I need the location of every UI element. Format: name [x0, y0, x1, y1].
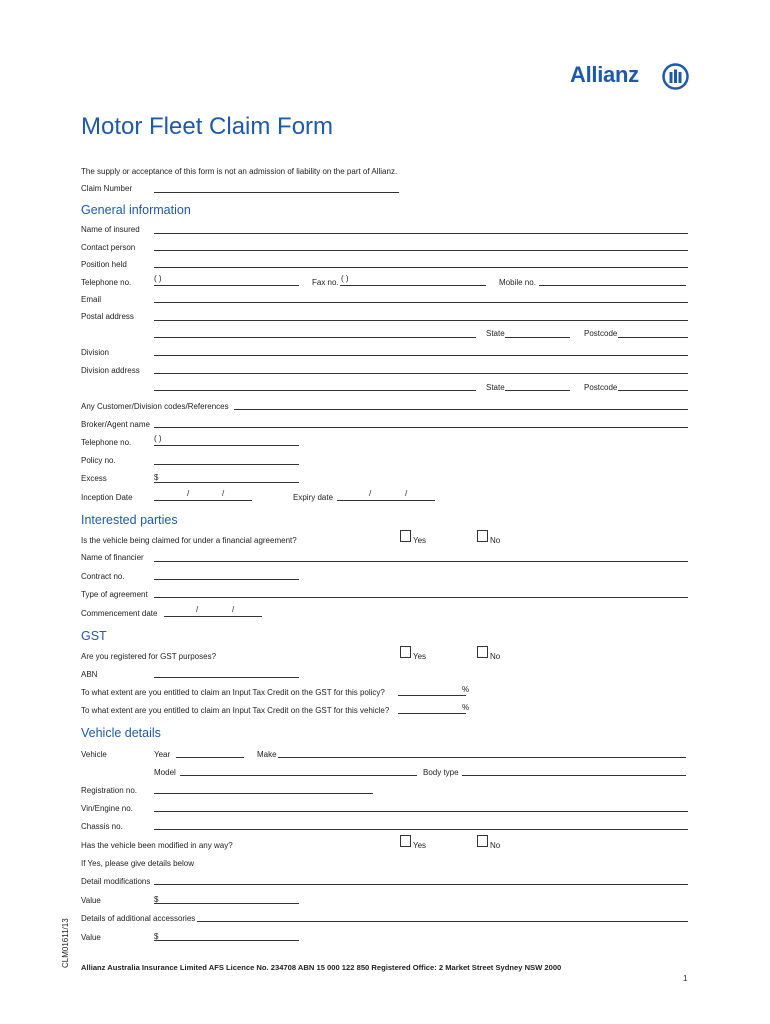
- page-number: 1: [683, 974, 688, 983]
- financier-label: Name of financier: [81, 553, 144, 562]
- modified-yes-label: Yes: [413, 841, 427, 850]
- broker-telephone-field[interactable]: [154, 445, 299, 446]
- section-heading-general: General information: [81, 203, 191, 217]
- itc-policy-field[interactable]: [398, 695, 466, 696]
- itc-vehicle-field[interactable]: [398, 713, 466, 714]
- telephone-field[interactable]: [154, 285, 299, 286]
- disclaimer: The supply or acceptance of this form is not an admission of liability on the part of Allianz.: [81, 167, 398, 176]
- brand-name: Allianz: [570, 62, 639, 87]
- excess-field[interactable]: [154, 482, 299, 483]
- postal-postcode-label: Postcode: [584, 329, 618, 338]
- form-title: Motor Fleet Claim Form: [81, 113, 334, 140]
- expiry-date-slash-1: /: [369, 489, 372, 498]
- claim-number-field[interactable]: [154, 192, 399, 193]
- itc-vehicle-percent: %: [462, 703, 470, 712]
- accessories-label: Details of additional accessories: [81, 914, 196, 923]
- mobile-label: Mobile no.: [499, 278, 536, 287]
- chassis-field[interactable]: [154, 829, 688, 830]
- company-footer: Allianz Australia Insurance Limited AFS Licence No. 234708 ABN 15 000 122 850 Registered Office: 2 Market Street Sydney NSW 2000: [81, 963, 562, 972]
- commencement-date-slash-2: /: [232, 605, 235, 614]
- modified-no-label: No: [490, 841, 501, 850]
- section-heading-vehicle: Vehicle details: [81, 726, 161, 740]
- if-yes-instruction: If Yes, please give details below: [81, 859, 194, 868]
- postal-address-label: Postal address: [81, 312, 134, 321]
- itc-vehicle-question: To what extent are you entitled to claim an Input Tax Credit on the GST for this vehicle?: [81, 706, 390, 715]
- section-heading-interested: Interested parties: [81, 513, 178, 527]
- division-label: Division: [81, 348, 110, 357]
- financial-agreement-yes-label: Yes: [413, 536, 427, 545]
- modified-yes-checkbox[interactable]: [400, 835, 411, 847]
- itc-policy-question: To what extent are you entitled to claim an Input Tax Credit on the GST for this policy?: [81, 688, 385, 697]
- modifications-value-dollar-sign: $: [154, 895, 159, 904]
- claim-number-label: Claim Number: [81, 184, 133, 193]
- vin-label: Vin/Engine no.: [81, 804, 133, 813]
- gst-no-checkbox[interactable]: [477, 646, 488, 658]
- broker-label: Broker/Agent name: [81, 420, 150, 429]
- modified-no-checkbox[interactable]: [477, 835, 488, 847]
- division-address-field-1[interactable]: [154, 373, 688, 374]
- division-postcode-field[interactable]: [618, 390, 688, 391]
- year-label: Year: [154, 750, 171, 759]
- financial-agreement-question: Is the vehicle being claimed for under a financial agreement?: [81, 536, 297, 545]
- abn-field[interactable]: [154, 677, 299, 678]
- body-type-field[interactable]: [462, 775, 686, 776]
- policy-no-label: Policy no.: [81, 456, 116, 465]
- broker-telephone-label: Telephone no.: [81, 438, 132, 447]
- financier-field[interactable]: [154, 561, 688, 562]
- expiry-date-slash-2: /: [405, 489, 408, 498]
- gst-registered-question: Are you registered for GST purposes?: [81, 652, 217, 661]
- detail-modifications-field[interactable]: [154, 884, 688, 885]
- postal-state-field[interactable]: [505, 337, 570, 338]
- position-held-field[interactable]: [154, 267, 688, 268]
- contract-no-label: Contract no.: [81, 572, 125, 581]
- financial-agreement-no-label: No: [490, 536, 501, 545]
- mobile-field[interactable]: [539, 285, 686, 286]
- accessories-value-dollar-sign: $: [154, 932, 159, 941]
- vehicle-label: Vehicle: [81, 750, 107, 759]
- financial-agreement-yes-checkbox[interactable]: [400, 530, 411, 542]
- postal-address-field-2[interactable]: [154, 337, 476, 338]
- form-code: CLM01611/13: [61, 918, 70, 968]
- gst-yes-checkbox[interactable]: [400, 646, 411, 658]
- expiry-date-field[interactable]: [337, 500, 435, 501]
- detail-modifications-label: Detail modifications: [81, 877, 151, 886]
- email-field[interactable]: [154, 302, 688, 303]
- make-label: Make: [257, 750, 277, 759]
- commencement-date-field[interactable]: [164, 616, 262, 617]
- commencement-date-slash-1: /: [196, 605, 199, 614]
- make-field[interactable]: [278, 757, 686, 758]
- registration-label: Registration no.: [81, 786, 138, 795]
- excess-label: Excess: [81, 474, 107, 483]
- expiry-date-label: Expiry date: [293, 493, 334, 502]
- division-address-label: Division address: [81, 366, 140, 375]
- accessories-value-field[interactable]: [154, 940, 299, 941]
- itc-policy-percent: %: [462, 685, 470, 694]
- division-state-field[interactable]: [505, 390, 570, 391]
- model-field[interactable]: [180, 775, 417, 776]
- inception-date-label: Inception Date: [81, 493, 133, 502]
- contact-person-label: Contact person: [81, 243, 136, 252]
- contact-person-field[interactable]: [154, 250, 688, 251]
- section-heading-gst: GST: [81, 629, 107, 643]
- inception-date-slash-1: /: [187, 489, 190, 498]
- registration-field[interactable]: [154, 793, 373, 794]
- policy-no-field[interactable]: [154, 464, 299, 465]
- fax-label: Fax no.: [312, 278, 339, 287]
- type-agreement-label: Type of agreement: [81, 590, 148, 599]
- type-agreement-field[interactable]: [154, 597, 688, 598]
- position-held-label: Position held: [81, 260, 127, 269]
- chassis-label: Chassis no.: [81, 822, 123, 831]
- accessories-value-label: Value: [81, 933, 101, 942]
- accessories-field[interactable]: [197, 921, 688, 922]
- modifications-value-label: Value: [81, 896, 101, 905]
- email-label: Email: [81, 295, 102, 304]
- gst-yes-label: Yes: [413, 652, 427, 661]
- customer-codes-label: Any Customer/Division codes/References: [81, 402, 229, 411]
- vin-field[interactable]: [154, 811, 688, 812]
- postal-postcode-field[interactable]: [618, 337, 688, 338]
- commencement-date-label: Commencement date: [81, 609, 158, 618]
- excess-dollar-sign: $: [154, 473, 159, 482]
- contract-no-field[interactable]: [154, 579, 299, 580]
- division-state-label: State: [486, 383, 505, 392]
- customer-codes-field[interactable]: [234, 409, 688, 410]
- telephone-label: Telephone no.: [81, 278, 132, 287]
- broker-telephone-area-code: ( ): [154, 434, 162, 443]
- inception-date-field[interactable]: [154, 500, 252, 501]
- name-insured-field[interactable]: [154, 233, 688, 234]
- telephone-area-code: ( ): [154, 274, 162, 283]
- division-field[interactable]: [154, 355, 688, 356]
- modified-question: Has the vehicle been modified in any way?: [81, 841, 233, 850]
- body-type-label: Body type: [423, 768, 459, 777]
- allianz-eagle-circle-icon: [662, 63, 689, 90]
- broker-field[interactable]: [154, 427, 688, 428]
- abn-label: ABN: [81, 670, 98, 679]
- gst-no-label: No: [490, 652, 501, 661]
- division-address-field-2[interactable]: [154, 390, 476, 391]
- modifications-value-field[interactable]: [154, 903, 299, 904]
- fax-field[interactable]: [340, 285, 486, 286]
- model-label: Model: [154, 768, 176, 777]
- postal-address-field-1[interactable]: [154, 320, 688, 321]
- division-postcode-label: Postcode: [584, 383, 618, 392]
- inception-date-slash-2: /: [222, 489, 225, 498]
- financial-agreement-no-checkbox[interactable]: [477, 530, 488, 542]
- year-field[interactable]: [176, 757, 244, 758]
- fax-area-code: ( ): [341, 274, 349, 283]
- postal-state-label: State: [486, 329, 505, 338]
- name-insured-label: Name of insured: [81, 225, 140, 234]
